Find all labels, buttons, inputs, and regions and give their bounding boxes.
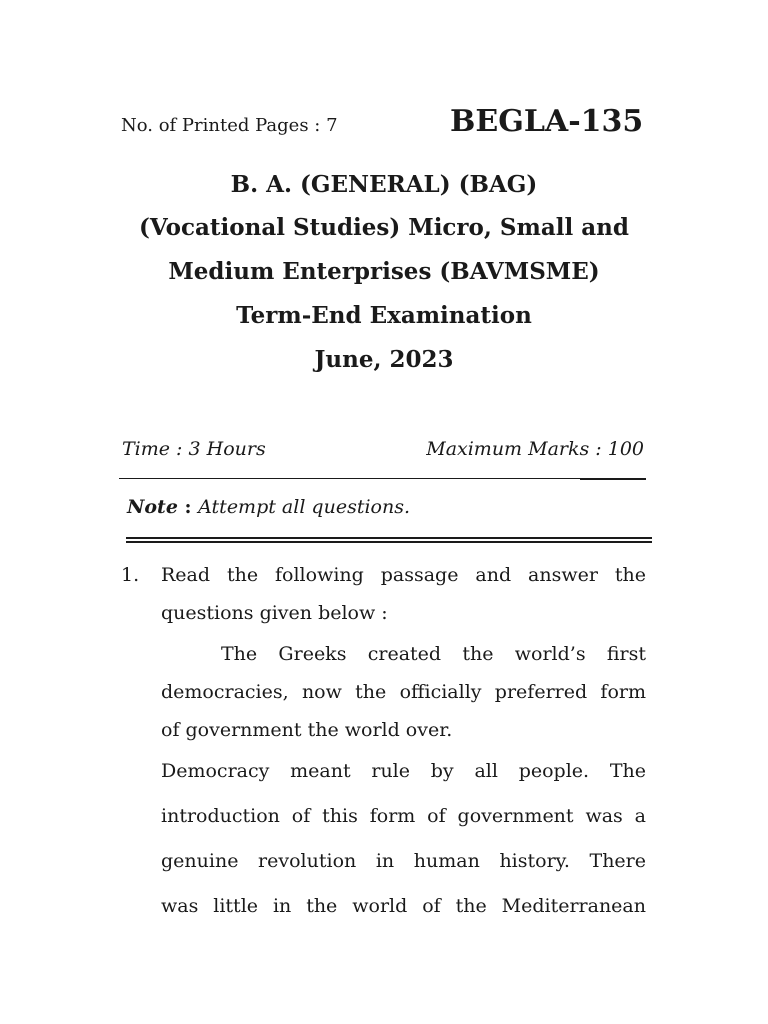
title-line-4: Term-End Examination	[236, 302, 532, 329]
time-label: Time : 3 Hours	[122, 438, 266, 460]
passage-line: genuine revolution in human history. There	[161, 850, 646, 872]
note-text: Attempt all questions.	[198, 496, 411, 518]
printed-pages-label: No. of Printed Pages : 7	[121, 115, 338, 136]
question-number: 1.	[121, 564, 140, 586]
passage-paragraph-2	[161, 760, 646, 917]
passage-line: The Greeks created the world’s first	[221, 643, 646, 665]
title-line-1: B. A. (GENERAL) (BAG)	[230, 171, 538, 198]
passage-line: of government the world over.	[161, 719, 453, 741]
passage-line: introduction of this form of government was a	[161, 805, 646, 827]
instruction-line: Read the following passage and answer the	[161, 564, 646, 586]
title-line-2: (Vocational Studies) Micro, Small and	[139, 214, 629, 241]
instruction-line: questions given below :	[161, 602, 388, 624]
meta-divider-accent	[580, 478, 646, 480]
passage-line: democracies, now the officially preferred form	[161, 681, 646, 703]
course-code: BEGLA-135	[450, 104, 644, 139]
note-line	[127, 496, 410, 518]
note-divider-top	[126, 537, 652, 539]
note-divider-bottom	[126, 541, 652, 543]
title-line-3: Medium Enterprises (BAVMSME)	[168, 258, 600, 285]
note-separator: :	[177, 496, 199, 518]
title-line-5: June, 2023	[314, 346, 454, 373]
note-label: Note	[127, 496, 178, 518]
passage-line: was little in the world of the Mediterranean	[161, 895, 646, 917]
question-instruction	[161, 564, 646, 624]
max-marks-label: Maximum Marks : 100	[426, 438, 644, 460]
passage-line: Democracy meant rule by all people. The	[161, 760, 646, 782]
meta-divider	[119, 478, 646, 479]
passage-paragraph-1	[161, 643, 646, 741]
